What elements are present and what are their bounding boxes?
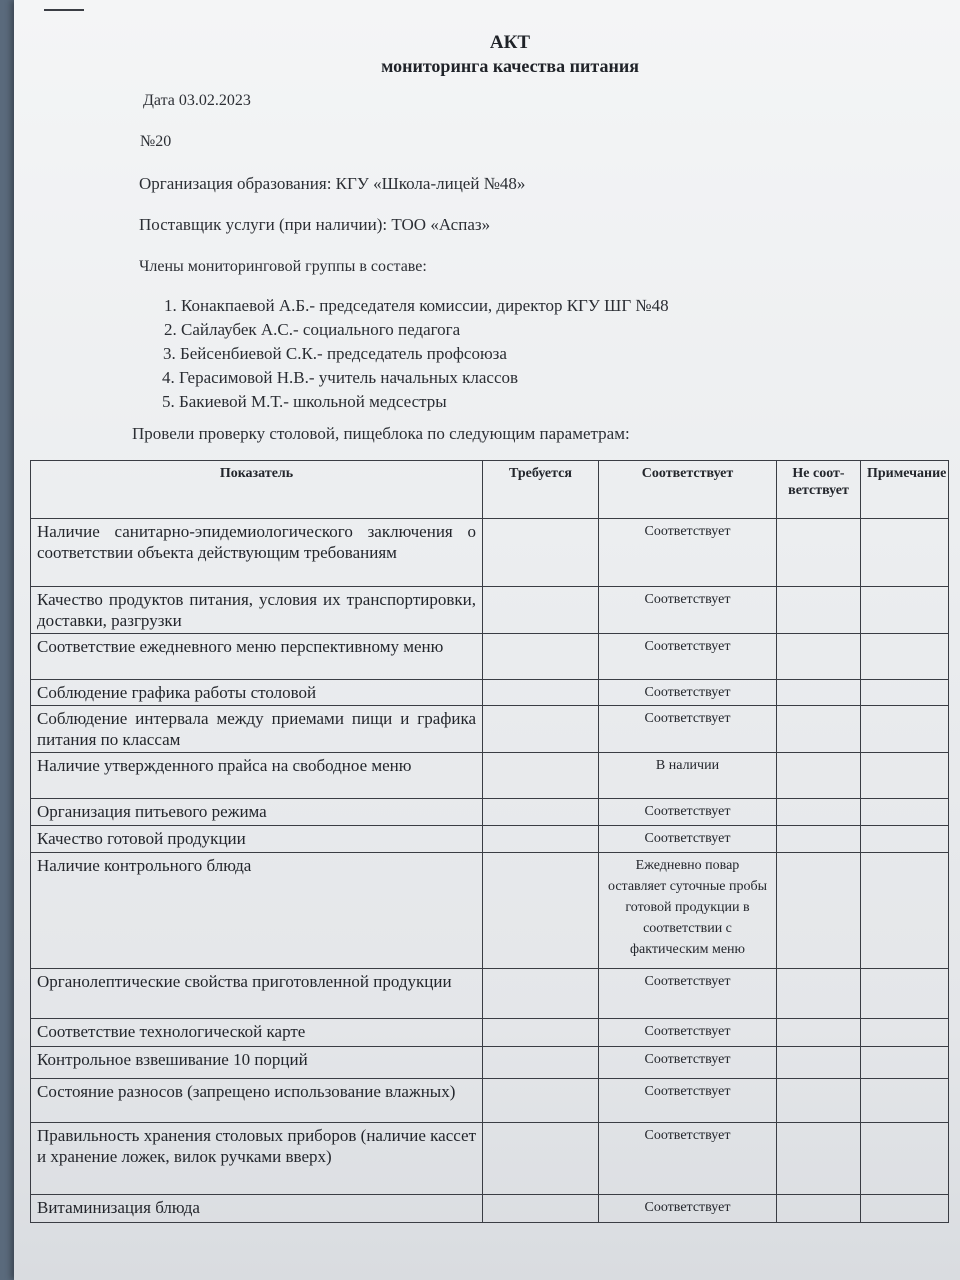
noncompliant-cell [777, 853, 861, 969]
table-row [31, 799, 949, 826]
note-cell [861, 1079, 949, 1123]
header-noncompliant: Не соот-ветствует [777, 461, 861, 519]
table-row [31, 1079, 949, 1123]
table-row [31, 634, 949, 680]
indicator-cell: Качество продуктов питания, условия их транспортировки, доставки, разгрузки [31, 587, 483, 634]
note-cell [861, 519, 949, 587]
indicator-cell: Правильность хранения столовых приборов (наличие кассет и хранение ложек, вилок ручками вверх) [31, 1123, 483, 1195]
noncompliant-cell [777, 1195, 861, 1223]
noncompliant-cell [777, 519, 861, 587]
note-cell [861, 1047, 949, 1079]
status-cell: Соответствует [599, 1079, 777, 1123]
indicator-cell: Качество готовой продукции [31, 826, 483, 853]
member-item: 2. Сайлаубек А.С.- социального педагога [164, 320, 461, 339]
table-row [31, 587, 949, 634]
noncompliant-cell [777, 634, 861, 680]
page-mark [44, 9, 84, 11]
indicator-cell: Соответствие ежедневного меню перспективному меню [31, 634, 483, 680]
status-cell: Соответствует [599, 587, 777, 634]
required-cell [483, 587, 599, 634]
table-row [31, 680, 949, 706]
required-cell [483, 1047, 599, 1079]
status-cell: Соответствует [599, 826, 777, 853]
table-row [31, 1123, 949, 1195]
status-cell: Соответствует [599, 706, 777, 753]
note-cell [861, 799, 949, 826]
table-row [31, 519, 949, 587]
table-row [31, 969, 949, 1019]
noncompliant-cell [777, 1019, 861, 1047]
noncompliant-cell [777, 753, 861, 799]
monitoring-table [30, 460, 949, 1223]
indicator-cell: Соблюдение графика работы столовой [31, 680, 483, 706]
table-row [31, 826, 949, 853]
status-cell: Соответствует [599, 680, 777, 706]
required-cell [483, 519, 599, 587]
status-cell: Соответствует [599, 1047, 777, 1079]
status-cell: В наличии [599, 753, 777, 799]
noncompliant-cell [777, 706, 861, 753]
status-cell: Соответствует [599, 634, 777, 680]
noncompliant-cell [777, 587, 861, 634]
note-cell [861, 753, 949, 799]
status-cell: Соответствует [599, 519, 777, 587]
status-cell: Ежедневно повар оставляет суточные пробы готовой продукции в соответствии с фактическим меню [599, 853, 777, 969]
required-cell [483, 1079, 599, 1123]
noncompliant-cell [777, 799, 861, 826]
status-cell: Соответствует [599, 1123, 777, 1195]
note-cell [861, 826, 949, 853]
status-cell: Соответствует [599, 799, 777, 826]
header-note: Примечание [861, 461, 949, 519]
table-header-row [31, 461, 949, 519]
note-cell [861, 853, 949, 969]
document-date: Дата 03.02.2023 [143, 92, 251, 109]
header-compliant: Соответствует [599, 461, 777, 519]
indicator-cell: Соблюдение интервала между приемами пищи и графика питания по классам [31, 706, 483, 753]
table-row [31, 853, 949, 969]
note-cell [861, 706, 949, 753]
indicator-cell: Наличие санитарно-эпидемиологического заключения о соответствии объекта действующим требованиям [31, 519, 483, 587]
provider-line: Поставщик услуги (при наличии): ТОО «Аспаз» [139, 215, 491, 234]
required-cell [483, 1019, 599, 1047]
status-cell: Соответствует [599, 1195, 777, 1223]
header-required: Требуется [483, 461, 599, 519]
indicator-cell: Наличие контрольного блюда [31, 853, 483, 969]
indicator-cell: Контрольное взвешивание 10 порций [31, 1047, 483, 1079]
note-cell [861, 1195, 949, 1223]
header-indicator: Показатель [31, 461, 483, 519]
indicator-cell: Соответствие технологической карте [31, 1019, 483, 1047]
members-intro: Члены мониторинговой группы в составе: [139, 258, 427, 275]
document-number: №20 [140, 133, 172, 150]
note-cell [861, 969, 949, 1019]
required-cell [483, 634, 599, 680]
required-cell [483, 1123, 599, 1195]
organization-line: Организация образования: КГУ «Школа-лицей №48» [139, 174, 526, 193]
required-cell [483, 799, 599, 826]
note-cell [861, 1019, 949, 1047]
note-cell [861, 587, 949, 634]
table-row [31, 1195, 949, 1223]
member-item: 4. Герасимовой Н.В.- учитель начальных классов [162, 368, 519, 387]
required-cell [483, 680, 599, 706]
required-cell [483, 969, 599, 1019]
indicator-cell: Органолептические свойства приготовленной продукции [31, 969, 483, 1019]
note-cell [861, 680, 949, 706]
required-cell [483, 753, 599, 799]
table-row [31, 706, 949, 753]
check-intro: Провели проверку столовой, пищеблока по следующим параметрам: [132, 424, 630, 443]
noncompliant-cell [777, 1123, 861, 1195]
indicator-cell: Наличие утвержденного прайса на свободное меню [31, 753, 483, 799]
member-item: 1. Конакпаевой А.Б.- председателя комиссии, директор КГУ ШГ №48 [164, 296, 669, 315]
noncompliant-cell [777, 969, 861, 1019]
status-cell: Соответствует [599, 969, 777, 1019]
table-row [31, 753, 949, 799]
note-cell [861, 634, 949, 680]
document-subtitle: мониторинга качества питания [381, 56, 639, 76]
members-list [160, 294, 669, 414]
noncompliant-cell [777, 826, 861, 853]
document-title: АКТ [489, 32, 531, 53]
required-cell [483, 853, 599, 969]
indicator-cell: Витаминизация блюда [31, 1195, 483, 1223]
table-row [31, 1019, 949, 1047]
indicator-cell: Состояние разносов (запрещено использование влажных) [31, 1079, 483, 1123]
noncompliant-cell [777, 680, 861, 706]
member-item: 3. Бейсенбиевой С.К.- председатель профсоюза [163, 344, 507, 363]
noncompliant-cell [777, 1079, 861, 1123]
noncompliant-cell [777, 1047, 861, 1079]
required-cell [483, 706, 599, 753]
indicator-cell: Организация питьевого режима [31, 799, 483, 826]
note-cell [861, 1123, 949, 1195]
required-cell [483, 826, 599, 853]
member-item: 5. Бакиевой М.Т.- школьной медсестры [162, 392, 447, 411]
status-cell: Соответствует [599, 1019, 777, 1047]
required-cell [483, 1195, 599, 1223]
table-row [31, 1047, 949, 1079]
